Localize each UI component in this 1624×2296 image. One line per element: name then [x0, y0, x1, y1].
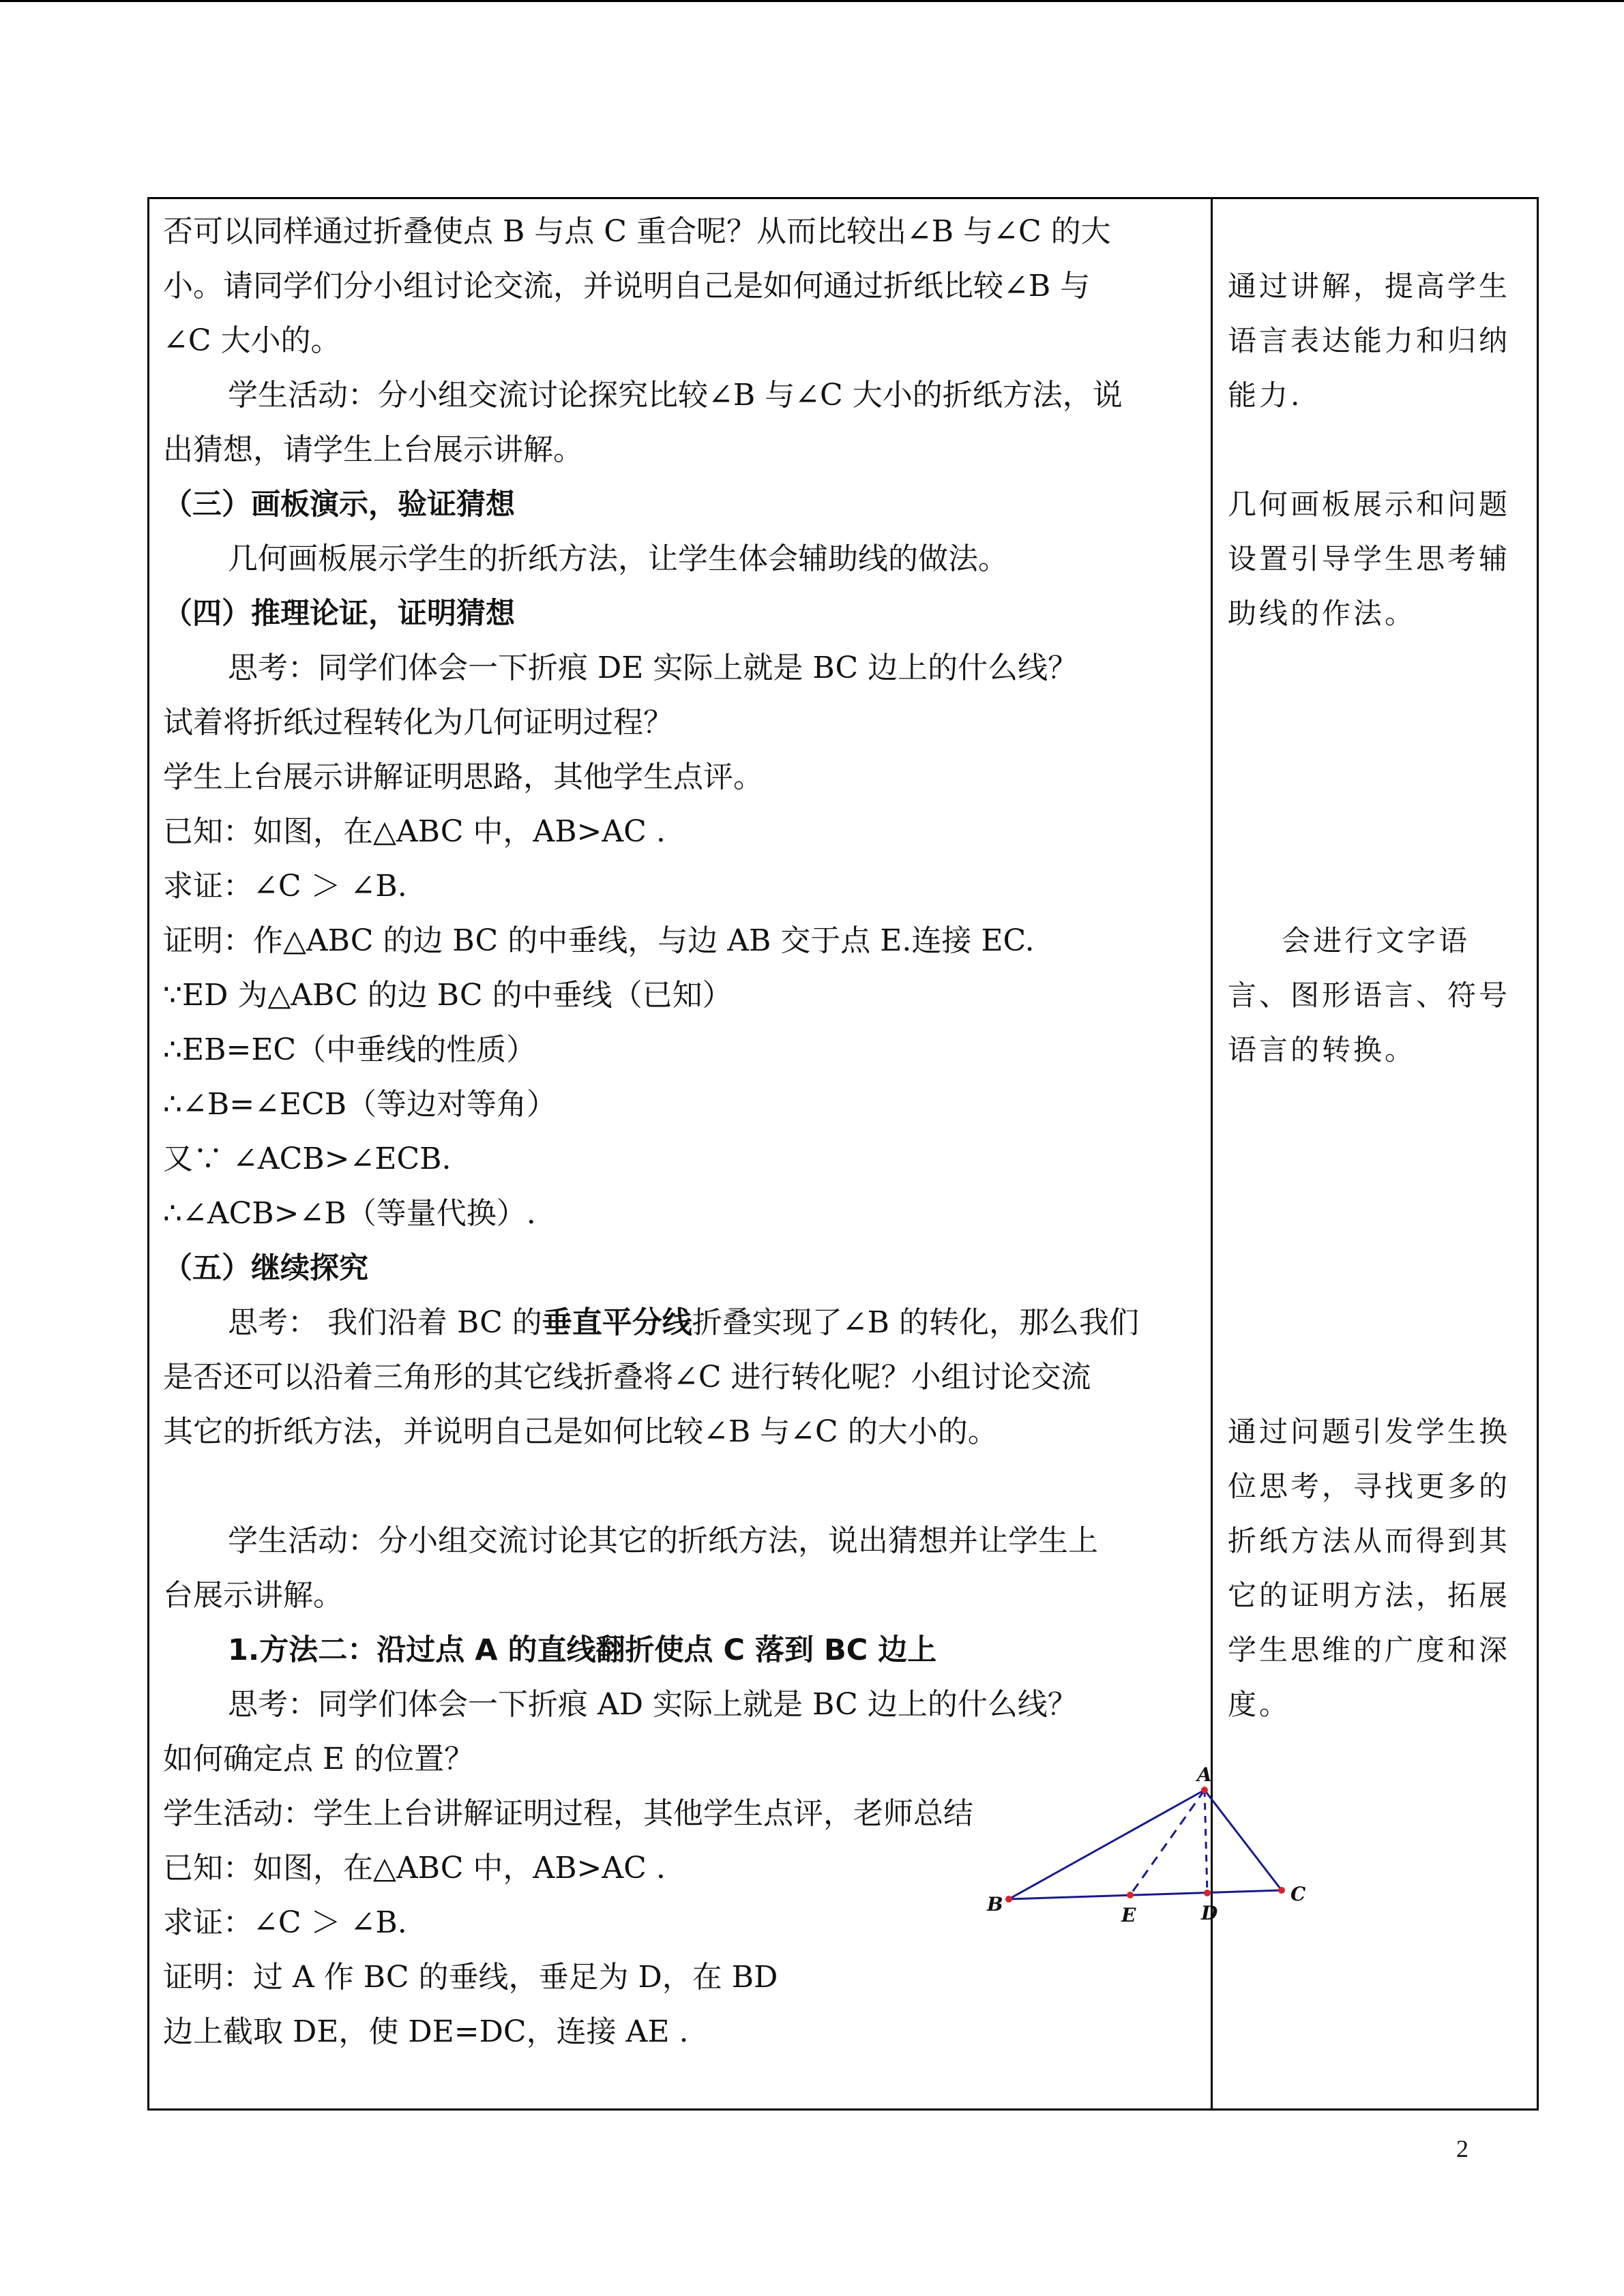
- text-line: 已知：如图，在△ABC 中，AB>AC .: [163, 814, 666, 849]
- note-line: 位思考，寻找更多的: [1228, 1470, 1511, 1503]
- text-segment: 思考： 我们沿着 BC 的: [228, 1305, 542, 1340]
- text-line: 证明：作△ABC 的边 BC 的中垂线，与边 AB 交于点 E.连接 EC.: [163, 923, 1035, 958]
- lesson-plan-table: [147, 197, 1539, 2111]
- note-line: 度。: [1228, 1688, 1291, 1721]
- note-line: 语言表达能力和归纳: [1228, 324, 1511, 357]
- label-b: B: [987, 1893, 1003, 1915]
- text-line: 学生活动：学生上台讲解证明过程，其他学生点评，老师总结: [163, 1796, 973, 1831]
- note-line: 它的证明方法，拓展: [1228, 1579, 1511, 1612]
- section-heading: （四）推理论证，证明猜想: [163, 597, 515, 631]
- note-line: 折纸方法从而得到其: [1228, 1524, 1511, 1557]
- section-heading: （三）画板演示，验证猜想: [163, 488, 515, 522]
- text-line: 几何画板展示学生的折纸方法，让学生体会辅助线的做法。: [228, 541, 1008, 576]
- section-heading: （五）继续探究: [163, 1251, 368, 1285]
- text-line: 学生上台展示讲解证明思路，其他学生点评。: [163, 760, 763, 794]
- text-line: ∴∠ACB>∠B（等量代换）.: [163, 1196, 536, 1231]
- text-line: 是否还可以沿着三角形的其它线折叠将∠C 进行转化呢？小组讨论交流: [163, 1360, 1091, 1395]
- text-line: 求证：∠C ＞ ∠B.: [163, 869, 407, 904]
- note-line: 几何画板展示和问题: [1228, 488, 1511, 521]
- text-line: 边上截取 DE，使 DE=DC，连接 AE .: [163, 2014, 689, 2049]
- note-line: 能力.: [1228, 378, 1303, 412]
- text-line: ∵ED 为△ABC 的边 BC 的中垂线（已知）: [163, 978, 733, 1013]
- point-b: [1005, 1896, 1012, 1903]
- note-line: 助线的作法。: [1228, 597, 1417, 630]
- point-d: [1204, 1890, 1211, 1896]
- text-line: 如何确定点 E 的位置？: [163, 1742, 475, 1776]
- label-a: A: [1197, 1763, 1212, 1786]
- text-line: ∴∠B=∠ECB（等边对等角）: [163, 1087, 557, 1122]
- design-intent-column: [1213, 199, 1539, 2108]
- text-line: 学生活动：分小组交流讨论探究比较∠B 与∠C 大小的折纸方法，说: [228, 378, 1123, 413]
- text-line: ∠C 大小的。: [163, 323, 341, 358]
- note-line: 言、图形语言、符号: [1228, 979, 1511, 1012]
- point-a: [1201, 1787, 1208, 1793]
- note-line: 设置引导学生思考辅: [1228, 542, 1511, 576]
- text-line: [228, 1296, 1139, 1350]
- text-line: 证明：过 A 作 BC 的垂线，垂足为 D，在 BD: [163, 1960, 778, 1995]
- label-e: E: [1121, 1904, 1136, 1926]
- text-line: 又∵ ∠ACB>∠ECB.: [163, 1142, 452, 1176]
- text-line: 已知：如图，在△ABC 中，AB>AC .: [163, 1851, 666, 1885]
- segment-ae-dashed: [1130, 1790, 1205, 1895]
- segment-ad-dashed: [1205, 1790, 1207, 1893]
- subsection-heading: 1.方法二：沿过点 A 的直线翻折使点 C 落到 BC 边上: [228, 1633, 937, 1667]
- page-number: 2: [1456, 2135, 1468, 2162]
- text-line: 思考：同学们体会一下折痕 DE 实际上就是 BC 边上的什么线？: [228, 651, 1078, 685]
- page-top-rule: [0, 0, 1624, 2]
- text-line: 出猜想，请学生上台展示讲解。: [163, 432, 583, 467]
- note-line: 学生思维的广度和深: [1228, 1633, 1511, 1667]
- text-line: 思考：同学们体会一下折痕 AD 实际上就是 BC 边上的什么线？: [228, 1687, 1078, 1722]
- note-line: 通过问题引发学生换: [1228, 1415, 1511, 1448]
- note-line: 会进行文字语: [1281, 924, 1470, 957]
- label-d: D: [1201, 1902, 1218, 1924]
- segment-ab: [1009, 1790, 1205, 1899]
- text-line: ∴EB=EC（中垂线的性质）: [163, 1032, 537, 1067]
- text-line: 试着将折纸过程转化为几何证明过程？: [163, 705, 673, 740]
- text-line: 台展示讲解。: [163, 1578, 343, 1613]
- text-line: 求证：∠C ＞ ∠B.: [163, 1905, 407, 1940]
- text-segment: 折叠实现了∠B 的转化，那么我们: [692, 1305, 1139, 1340]
- text-line: 小。请同学们分小组讨论交流，并说明自己是如何通过折纸比较∠B 与: [163, 269, 1091, 303]
- point-e: [1127, 1892, 1134, 1898]
- emphasis-text: 垂直平分线: [542, 1305, 692, 1340]
- text-line: 否可以同样通过折叠使点 B 与点 C 重合呢？从而比较出∠B 与∠C 的大: [163, 214, 1111, 249]
- note-line: 通过讲解，提高学生: [1228, 269, 1511, 303]
- text-line: 其它的折纸方法，并说明自己是如何比较∠B 与∠C 的大小的。: [163, 1414, 998, 1449]
- note-line: 语言的转换。: [1228, 1033, 1417, 1067]
- text-line: 学生活动：分小组交流讨论其它的折纸方法，说出猜想并让学生上: [228, 1523, 1098, 1558]
- label-c: C: [1290, 1883, 1306, 1905]
